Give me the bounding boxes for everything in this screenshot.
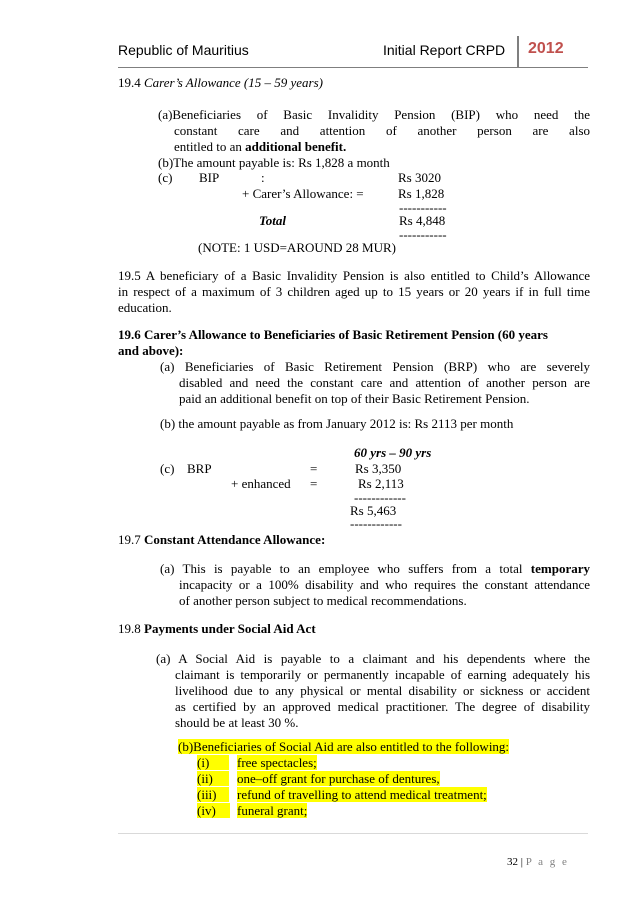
s196-dash2: ------------ [350,516,402,531]
s197-a-line2: incapacity or a 100% disability and who requires the constant attendance [179,577,590,592]
s198-a-line1: (a) A Social Aid is payable to a claimant and his dependents where the [156,651,590,666]
s194-c-value-total: Rs 4,848 [399,213,446,228]
s194-c-bip: BIP [199,170,220,185]
s196-dash1: ------------ [354,490,406,505]
s198-item-iv: funeral grant; [237,803,308,818]
s198-a-line5: should be at least 30 %. [175,715,299,730]
s195-line1: 19.5 A beneficiary of a Basic Invalidity Pension is also entitled to Child’s Allowance [118,268,590,283]
s194-c-carer: + Carer’s Allowance: = [242,186,364,201]
s198-item-ii: one–off grant for purchase of dentures, [237,771,440,786]
header-year: 2012 [528,40,564,57]
s198-b: (b)Beneficiaries of Social Aid are also entitled to the following: [178,739,510,754]
s194-a-line1: (a)Beneficiaries of Basic Invalidity Pension (BIP) who need the [158,107,590,122]
s194-b: (b)The amount payable is: Rs 1,828 a month [158,155,390,170]
s196-c-eq1: = [310,461,318,476]
s195-line3: education. [118,300,172,315]
s194-c-label: (c) [158,170,173,185]
s196-b: (b) the amount payable as from January 2012 is: Rs 2113 per month [160,416,514,431]
s196-c-value-total: Rs 5,463 [350,503,397,518]
s197-a-line1: (a) This is payable to an employee who suffers from a total temporary [160,561,590,576]
s194-c-colon: : [261,170,265,185]
s196-c-eq2: = [310,476,318,491]
s194-a-line2: constant care and attention of another person are also [174,123,590,138]
s198-a-line4: as certified by an approved medical practitioner. The degree of disability [175,699,590,714]
section-19-4-title: 19.4 Carer’s Allowance (15 – 59 years) [118,75,323,90]
page-number: 32 [507,856,518,868]
s194-total-label: Total [259,213,286,228]
s196-a-line1: (a) Beneficiaries of Basic Retirement Pension (BRP) who are severely [160,359,590,374]
s198-item-iii-num: (iii) [197,787,229,803]
header-org: Republic of Mauritius [118,42,249,58]
s194-a-line3: entitled to an additional benefit. [174,139,347,154]
section-19-8-title: 19.8 Payments under Social Aid Act [118,621,316,636]
section-19-6-title-cont: and above): [118,343,184,358]
s196-c-brp: BRP [187,461,212,476]
footer-rule [118,833,588,834]
s196-column-head: 60 yrs – 90 yrs [354,445,432,460]
s194-note: (NOTE: 1 USD=AROUND 28 MUR) [198,240,396,255]
s198-item-iii: refund of travelling to attend medical treatment; [237,787,487,802]
s194-c-value-carer: Rs 1,828 [398,186,445,201]
s197-a-line3: of another person subject to medical recommendations. [179,593,467,608]
s194-c-value-bip: Rs 3020 [398,170,441,185]
page-header [118,36,588,68]
s195-line2: in respect of a maximum of 3 children aged up to 15 years or 20 years if in full time [118,284,590,299]
s194-dash1: ----------- [399,200,447,215]
s194-dash2: ----------- [399,227,447,242]
s196-a-line2: disabled and need the constant care and attention of another person are [179,375,590,390]
s196-c-value-brp: Rs 3,350 [355,461,402,476]
s198-a-line2: claimant is temporarily or permanently incapable of earning adequately his [175,667,590,682]
section-19-7-title: 19.7 Constant Attendance Allowance: [118,532,326,547]
page-footer: 32 | P a g e [507,856,569,868]
header-rule [118,67,588,68]
s198-item-i: free spectacles; [237,755,317,770]
s198-item-i-num: (i) [197,755,229,771]
s196-c-enhanced: + enhanced [231,476,291,491]
s198-item-ii-num: (ii) [197,771,229,787]
header-report: Initial Report CRPD [383,42,506,58]
section-19-6-title: 19.6 Carer’s Allowance to Beneficiaries of Basic Retirement Pension (60 years [118,327,548,342]
s198-item-iv-num: (iv) [197,803,230,819]
page-label: P a g e [525,856,569,868]
s196-c-value-enhanced: Rs 2,113 [358,476,404,491]
s198-a-line3: livelihood due to any physical or mental disability or sickness or accident [175,683,590,698]
s196-a-line3: paid an additional benefit on top of their Basic Retirement Pension. [179,391,530,406]
header-separator [517,36,519,68]
s196-c-label: (c) [160,461,175,476]
